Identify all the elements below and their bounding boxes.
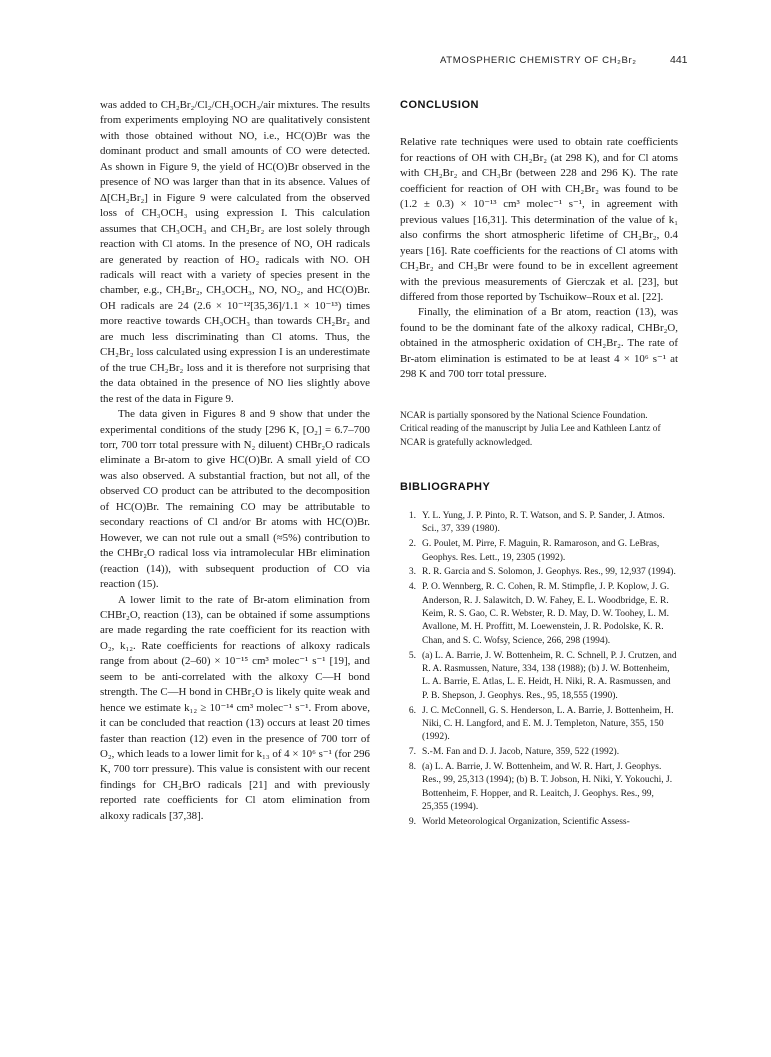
conclusion-paragraph: Finally, the elimination of a Br atom, reaction (13), was found to be the dominant fate of the alkoxy radical, CHBr₂O, obtained in the atmospheric oxidation of CH₂Br₂. The rate of Br-atom elimination is estimated to be at least 4 × 10⁶ s⁻¹ at 298 K and 700 torr total pressure. [400,306,678,381]
reference-item [400,816,678,829]
reference-number: 7. [408,747,416,758]
reference-number: 8. [408,761,416,772]
reference-item [400,538,678,565]
reference-text: (a) L. A. Barrie, J. W. Bottenheim, and W. R. Hart, J. Geophys. Res., 99, 25,313 (1994); (b) B. T. Jobson, H. Niki, Y. Yokouchi, J. Bottenheim, F. Hopper, and R. Leaitch, J. Geophys. Res., 99, 25,355 (1994). [422,761,673,813]
reference-number: 6. [408,705,416,716]
right-column [400,98,678,831]
reference-item [400,761,678,815]
reference-text: J. C. McConnell, G. S. Henderson, L. A. Barrie, J. Bottenheim, H. Niki, C. H. Langford, and E. M. J. Templeton, Nature, 355, 150 (1992). [422,705,674,743]
reference-text: G. Poulet, M. Pirre, F. Maguin, R. Ramaroson, and G. LeBras, Geophys. Res. Lett., 19, 2305 (1992). [422,539,660,563]
reference-number: 3. [408,567,416,578]
page-number: 441 [670,54,688,66]
reference-number: 2. [408,539,416,550]
body-paragraph: was added to CH₂Br₂/Cl₂/CH₃OCH₃/air mixtures. The results from experiments employing NO are qualitatively consistent with those obtained without NO, i.e., HC(O)Br was the dominant product and small amounts of CO were detected. As shown in Figure 9, the yield of HC(O)Br observed in the presence of NO was larger than that in its absence. Values of Δ[CH₂Br₂] in Figure 9 were calculated from the observed loss of CH₃OCH₃ using expression I. This calculation assumes that CH₃OCH₃ and CH₂Br₂ are lost solely through reaction with Cl atoms. In the presence of NO, OH radicals are generated by reaction of HO₂ radicals with NO. OH radicals will react with a variety of species present in the chamber, e.g., CH₂Br₂, CH₃OCH₃, NO, NO₂, and HC(O)Br. OH radicals are 24 (2.6 × 10⁻¹²[35,36]/1.1 × 10⁻¹³) times more reactive towards CH₃OCH₃ than towards CH₂Br₂ and are much less discriminating than Cl atoms. Thus, the CH₂Br₂ loss calculated using expression I is an underestimate of the true CH₂Br₂ loss and it is therefore not surprising that the data obtained in the presence of NO lies slightly above the rest of the data in Figure 9. [100,99,370,405]
reference-text: P. O. Wennberg, R. C. Cohen, R. M. Stimpfle, J. P. Koplow, J. G. Anderson, R. J. Salawitch, D. W. Fahey, E. L. Woodbridge, E. R. Keim, R. S. Gao, C. R. Webster, R. D. May, D. W. Toohey, L. M. Avallone, M. H. Proffitt, M. Loewenstein, J. R. Podolske, K. R. Chan, and S. C. Wofsy, Science, 266, 298 (1994). [422,582,670,646]
reference-text: S.-M. Fan and D. J. Jacob, Nature, 359, 522 (1992). [422,747,620,758]
reference-list [400,510,678,829]
reference-number: 5. [408,650,416,661]
reference-item [400,581,678,648]
body-paragraph: The data given in Figures 8 and 9 show that under the experimental conditions of the study [296 K, [O₂] = 6.7–700 torr, 700 torr total pressure with N₂ diluent) CHBr₂O radicals eliminate a Br-atom to give HC(O)Br. A small yield of CO was also observed. A substantial fraction, but not all, of the observed CO product can be attributed to the decomposition of HC(O)Br. The remaining CO may be attributable to secondary reactions of Cl and/or Br atoms with HC(O)Br. However, we can not rule out a small (≈5%) contribution to the CHBr₂O radical loss via intramolecular HBr elimination (reaction (14)), with subsequent production of CO via reaction (15). [100,408,370,591]
reference-text: (a) L. A. Barrie, J. W. Bottenheim, R. C. Schnell, P. J. Crutzen, and R. A. Rasmussen, Nature, 334, 138 (1988); (b) J. W. Bottenheim, L. A. Barrie, E. Atlas, L. E. Heidt, H. Niki, R. A. Rasmussen, and P. B. Shepson, J. Geophys. Res., 95, 18,555 (1990). [422,650,677,701]
running-head: ATMOSPHERIC CHEMISTRY OF CH₂Br₂ [440,55,637,66]
conclusion-paragraph: Relative rate techniques were used to obtain rate coefficients for reactions of OH with CH₂Br₂ (at 298 K), and for Cl atoms with CH₂Br₂ and CH₃Br (between 228 and 296 K). The rate coefficient for reaction of OH with CH₂Br₂ was found to be (1.2 ± 0.3) × 10⁻¹³ cm³ molec⁻¹ s⁻¹, in agreement with previous values [16,31]. This determination of the value of k₁ also confirms the short atmospheric lifetime of CH₂Br₂, 0.4 years [16]. Rate coefficients for the reactions of Cl atoms with CH₂Br₂ and CH₃Br were found to be in excellent agreement with the previous measurements of Gierczak et al. [23], but differed from those reported by Tschuikow–Roux et al. [22]. [400,136,678,303]
bibliography-heading: BIBLIOGRAPHY [400,481,491,494]
conclusion-heading: CONCLUSION [400,99,479,111]
body-paragraph: A lower limit to the rate of Br-atom elimination from CHBr₂O, reaction (13), can be obtained if some assumptions are made regarding the rate coefficient for its reaction with O₂, k₁₂. Rate coefficients for reactions of alkoxy radicals range from about (2–60) × 10⁻¹⁵ cm³ molec⁻¹ s⁻¹ [19], and seem to be anti-correlated with the alkoxy C—H bond strength. The C—H bond in CHBr₂O is likely quite weak and hence we estimate k₁₂ ≥ 10⁻¹⁴ cm³ molec⁻¹ s⁻¹. From above, it can be concluded that reaction (13) occurs at least 20 times faster than reaction (12) even in the presence of 700 torr of O₂, which leads to a lower limit for k₁₃ of 4 × 10⁶ s⁻¹ (for 296 K, 700 torr pressure). This value is consistent with our recent findings for CH₂BrO radicals [21] and with previously reported rate coefficients for Cl atom elimination from alkoxy radicals [37,38]. [100,593,370,822]
reference-text: R. R. Garcia and S. Solomon, J. Geophys. Res., 99, 12,937 (1994). [422,567,676,578]
reference-text: Y. L. Yung, J. P. Pinto, R. T. Watson, and S. P. Sander, J. Atmos. Sci., 37, 339 (1980). [422,510,665,535]
reference-item [400,510,678,537]
reference-number: 9. [408,817,416,827]
reference-text: World Meteorological Organization, Scientific Assess- [422,817,630,827]
reference-item [400,650,678,704]
left-column [100,98,370,824]
reference-item [400,566,678,579]
acknowledgment: NCAR is partially sponsored by the National Science Foundation. Critical reading of the manuscript by Julia Lee and Kathleen Lantz of NCAR is gratefully acknowledged. [400,410,661,448]
reference-number: 4. [408,582,416,593]
reference-item [400,705,678,745]
reference-number: 1. [408,510,416,521]
reference-item [400,746,678,759]
